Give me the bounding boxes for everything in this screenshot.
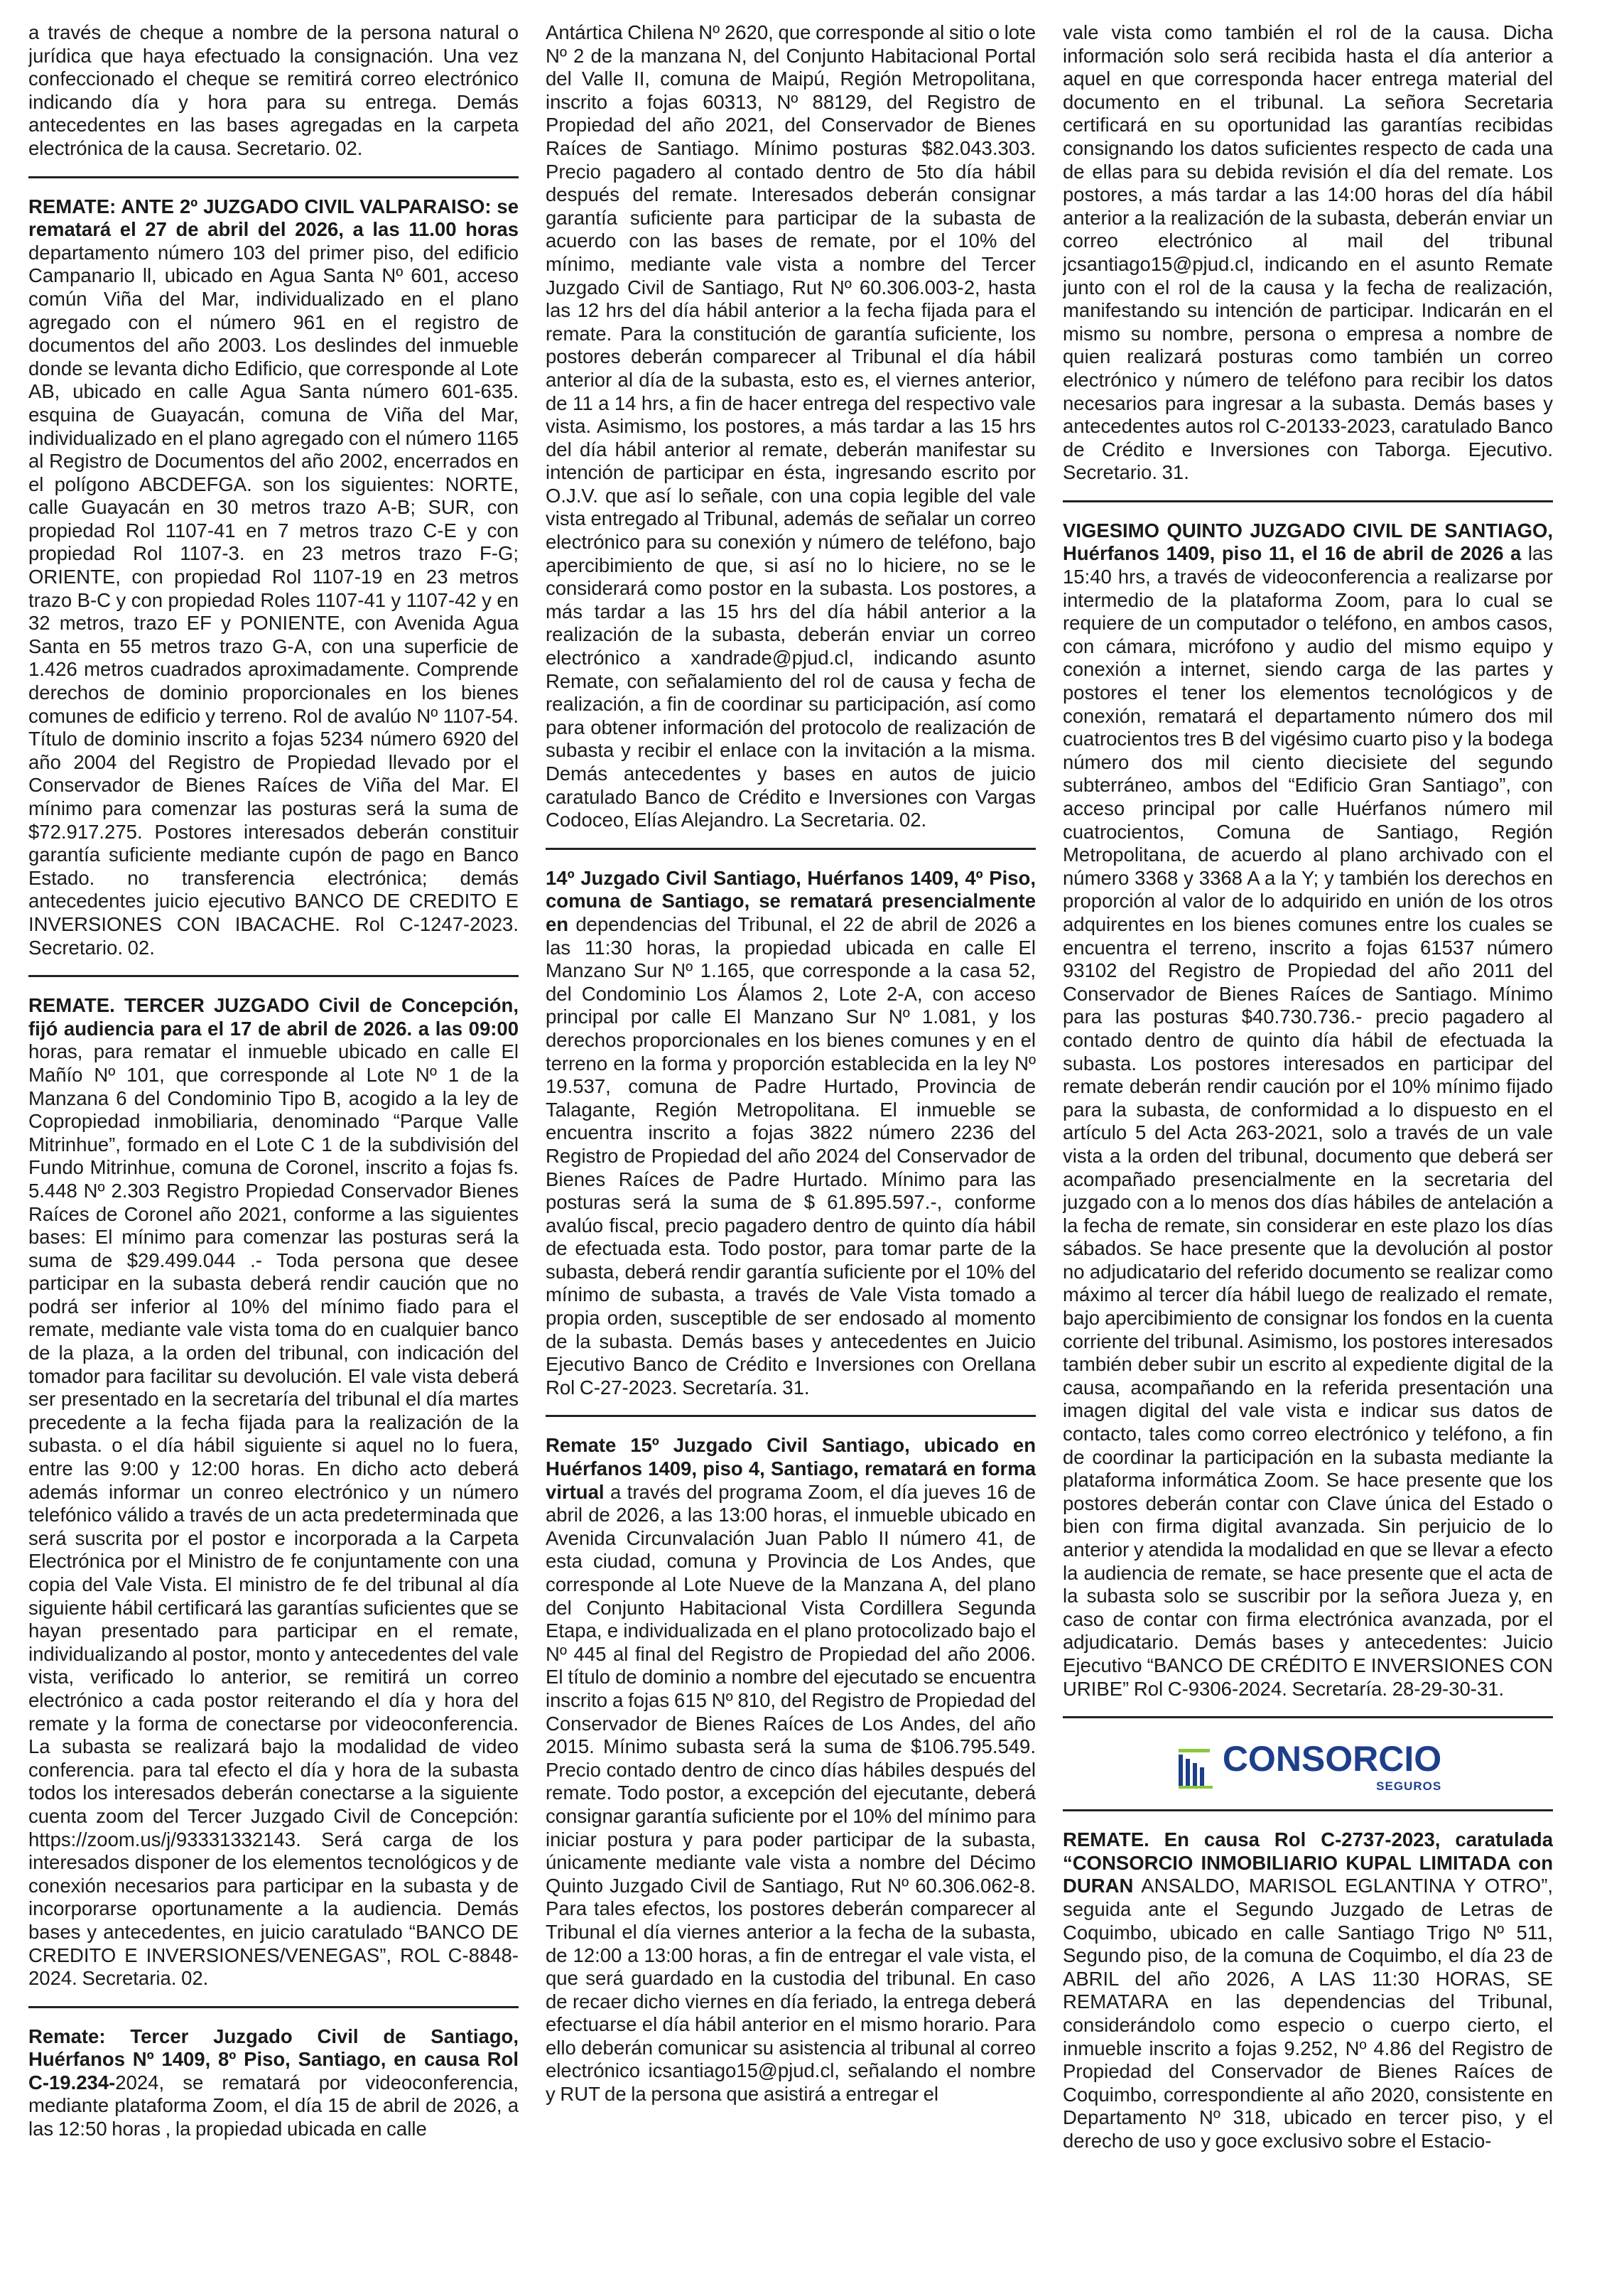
column-3	[1063, 21, 1553, 2274]
notice-heading: 14º Juzgado Civil Santiago, Huérfanos 1409, 4º Piso, comuna de Santiago, se rematará presencialmente en	[546, 866, 1036, 935]
logo-brand-text: CONSORCIO	[1222, 1739, 1442, 1779]
notice-heading: VIGESIMO QUINTO JUZGADO CIVIL DE SANTIAGO, Huérfanos 1409, piso 11, el 16 de abril de 2026 a	[1063, 519, 1553, 565]
notice-remate-coquimbo	[1063, 1828, 1553, 2152]
divider	[28, 176, 519, 178]
notice-body: ANSALDO, MARISOL EGLANTINA Y OTRO”, seguida ante el Segundo Juzgado de Letras de Coquimbo, ubicado en calle Santiago Trigo Nº 511, Segundo piso, de la comuna de Coquimbo, el día 23 de ABRIL del año 2026, A LAS 11:30 HORAS, SE REMATARA en las dependencias del Tribunal, considerándolo como especio o cuerpo cierto, el inmueble inscrito a fojas 9.252, Nº 4.86 del Registro de Propiedad del Conservador de Bienes Raíces de Coquimbo, correspondiente al año 2020, consistente en Departamento Nº 318, ubicado en tercer piso, y el derecho de uso y goce exclusivo sobre el Estacio-	[1063, 1875, 1553, 2152]
notice-body: horas, para rematar el inmueble ubicado en calle El Mañío Nº 101, que corresponde al Lote Nº 1 de la Manzana 6 del Condominio Tipo B, acogido a la ley de Copropiedad inmobiliaria, denominado “Parque Valle Mitrinhue”, formado en el Lote C 1 de la subdivisión del Fundo Mitrinhue, comuna de Coronel, inscrito a fojas fs. 5.448 Nº 2.303 Registro Propiedad Conservador Bienes Raíces de Coronel año 2021, conforme a las siguientes bases: El mínimo para comenzar las posturas será la suma de $29.499.044 .- Toda persona que desee participar en la subasta deberá rendir caución que no podrá ser inferior al 10% del mínimo fiado para el remate, mediante vale vista toma do en cualquier banco de la plaza, a la orden del tribunal, con indicación del tomador para facilitar su devolución. El vale vista deberá ser presentado en la secretaría del tribunal el día martes precedente a la fecha fijada para la realización de la subasta. o el día hábil siguiente si aquel no lo fuera, entre las 9:00 y 12:00 horas. En dicho acto deberá además informar un conreo electrónico y un número telefónico válido a través de un acta predeterminada que será suscrita por el postor e incorporada a la Carpeta Electrónica por el Ministro de fe conjuntamente con una copia del Vale Vista. El ministro de fe del tribunal al día siguiente hábil certificará las garantías suficientes que se hayan presentado para participar en el remate, individualizando al postor, monto y antecedentes del vale vista, verificado lo anterior, se remitirá un correo electrónico a cada postor reiterando el día y hora del remate y la forma de conectarse por videoconferencia. La subasta se realizará bajo la modalidad de video conferencia. para tal efecto el día y hora de la subasta todos los interesados deberán conectarse a la siguiente cuenta zoom del Tercer Juzgado Civil de Concepción: https://zoom.us/j/93331332143. Será carga de los interesados disponer de los elementos tecnológicos y de conexión necesarios para participar en la subasta y de incorporarse oportunamente a la audiencia. Demás bases y antecedentes, en juicio caratulado “BANCO DE CREDITO E INVERSIONES/VENEGAS”, ROL C-8848-2024. Secretaria. 02.	[28, 1040, 519, 1990]
divider	[1063, 500, 1553, 502]
notice-heading: REMATE. TERCER JUZGADO Civil de Concepción, fijó audiencia para el 17 de abril de 2026. a las 09:00	[28, 994, 519, 1040]
notice-continuation	[546, 21, 1036, 832]
logo-wordmark	[1223, 1741, 1441, 1794]
divider	[546, 848, 1036, 850]
notice-remate-25-santiago	[1063, 519, 1553, 1701]
notice-continuation	[1063, 21, 1553, 485]
notice-body: vale vista como también el rol de la causa. Dicha información solo será recibida hasta el día anterior a aquel en que corresponda hacer entrega material del documento en el tribunal. La señora Secretaria certificará en su oportunidad las garantías recibidas consignando los datos suficientes respecto de cada una de ellas para su debida revisión el día del remate. Los postores, a más tardar a las 14:00 horas del día hábil anterior a la realización de la subasta, deberán enviar un correo electrónico al mail del tribunal jcsantiago15@pjud.cl, indicando en el asunto Remate junto con el rol de la causa y la fecha de realización, manifestando su intención de participar. Indicarán en el mismo su nombre, persona o empresa a nombre de quien realizará posturas como también un correo electrónico y número de teléfono para recibir los datos necesarios para ingresar a la subasta. Demás bases y antecedentes autos rol C-20133-2023, caratulado Banco de Crédito e Inversiones con Taborga. Ejecutivo. Secretario. 31.	[1063, 21, 1553, 484]
notice-remate-tercer-santiago	[28, 2025, 519, 2141]
notice-body: departamento número 103 del primer piso, del edificio Campanario ll, ubicado en Agua Santa Nº 601, acceso común Viña del Mar, individualizado en el plano agregado con el número 961 en el registro de documentos del año 2003. Los deslindes del inmueble donde se levanta dicho Edificio, que corresponde al Lote AB, ubicado en calle Agua Santa número 601-635. esquina de Guayacán, comuna de Viña del Mar, individualizado en el plano agregado con el número 1165 al Registro de Documentos del año 2002, encerrados en el polígono ABCDEFGA. son los siguientes: NORTE, calle Guayacán en 30 metros trazo A-B; SUR, con propiedad Rol 1107-41 en 7 metros trazo C-E y con propiedad Rol 1107-3. en 23 metros trazo F-G; ORIENTE, con propiedad Rol 1107-19 en 23 metros trazo B-C y con propiedad Roles 1107-41 y 1107-42 y en 32 metros, trazo EF y PONIENTE, con Avenida Agua Santa en 55 metros trazo G-A, con una superficie de 1.426 metros cuadrados aproximadamente. Comprende derechos de dominio proporcionales en los bienes comunes de edificio y terreno. Rol de avalúo Nº 1107-54. Título de dominio inscrito a fojas 5234 número 6920 del año 2004 del Registro de Propiedad llevado por el Conservador de Bienes Raíces de Viña del Mar. El mínimo para comenzar las posturas será la suma de $72.917.275. Postores interesados deberán constituir garantía suficiente mediante cupón de pago en Banco Estado. no transferencia electrónica; demás antecedentes juicio ejecutivo BANCO DE CREDITO E INVERSIONES CON IBACACHE. Rol C-1247-2023. Secretario. 02.	[28, 241, 519, 959]
consorcio-logo	[1174, 1741, 1441, 1794]
notice-heading: Remate 15º Juzgado Civil Santiago, ubicado en Huérfanos 1409, piso 4, Santiago, rematará en forma virtual	[546, 1434, 1036, 1503]
divider	[546, 1415, 1036, 1417]
notice-body: las 15:40 hrs, a través de videoconferencia a realizarse por intermedio de la plataforma Zoom, para lo cual se requiere de un computador o teléfono, en ambos casos, con cámara, micrófono y audio del mismo equipo y conexión a internet, siendo carga de las partes y postores el tener los elementos tecnológicos y de conexión, rematará el departamento número dos mil cuatrocientos tres B del vigésimo cuarto piso y la bodega número dos mil ciento diecisiete del segundo subterráneo, ambos del “Edificio Gran Santiago”, con acceso principal por calle Huérfanos número mil cuatrocientos, Comuna de Santiago, Región Metropolitana, de acuerdo al plano archivado con el número 3368 y 3368 A a la Y; y también los derechos en proporción al valor de lo adquirido en unión de los otros adquirentes en los bienes comunes entre los cuales se encuentra el terreno, inscrito a fojas 61537 número 93102 del Registro de Propiedad del año 2011 del Conservador de Bienes Raíces de Santiago. Mínimo para las posturas $40.730.736.- precio pagadero al contado dentro de quinto día hábil de efectuada la subasta. Los postores interesados en participar del remate deberán rendir caución por el 10% mínimo fijado para la subasta, de conformidad a lo dispuesto en el artículo 5 del Acta 263-2021, solo a través de un vale vista a la orden del tribunal, documento que deberá ser acompañado presencialmente en la secretaria del juzgado con a lo menos dos días hábiles de antelación a la fecha de remate, sin considerar en este plazo los días sábados. Se hace presente que la devolución al postor no adjudicatario del referido documento se realizar como máximo al tercer día hábil luego de realizado el remate, bajo apercibimiento de consignar los fondos en la cuenta corriente del tribunal. Asimismo, los postores interesados también deber subir un escrito al expediente digital de la causa, acompañando en la referida presentación una imagen digital del vale vista e indicar sus datos de contacto, tales como correo electrónico y teléfono, a fin de coordinar la participación en la subasta mediante la plataforma informática Zoom. Se hace presente que los postores deberán contar con Clave única del Estado o bien con firma digital avanzada. Sin perjuicio de lo anterior y atendida la modalidad en que se llevar a efecto la audiencia de remate, se hace presente que el acta de la subasta solo se suscribir por la señora Jueza y, en caso de contar con firma electrónica avanzada, por el adjudicatario. Demás bases y antecedentes: Juicio Ejecutivo “BANCO DE CRÉDITO E INVERSIONES CON URIBE” Rol C-9306-2024. Secretaría. 28-29-30-31.	[1063, 542, 1553, 1700]
column-1	[28, 21, 519, 2274]
notice-heading: REMATE: ANTE 2º JUZGADO CIVIL VALPARAISO: se rematará el 27 de abril del 2026, a las 11.00 horas	[28, 195, 519, 241]
notice-heading: Remate: Tercer Juzgado Civil de Santiago, Huérfanos Nº 1409, 8º Piso, Santiago, en causa Rol C-19.234-	[28, 2025, 519, 2094]
divider	[28, 975, 519, 977]
notice-body: a través de cheque a nombre de la persona natural o jurídica que haya efectuado la consignación. Una vez confeccionado el cheque se remitirá correo electrónico indicando día y hora para su entrega. Demás antecedentes en las bases agregadas en la carpeta electrónica de la causa. Secretario. 02.	[28, 21, 519, 159]
divider	[28, 2006, 519, 2008]
notice-body: 2024, se rematará por videoconferencia, mediante plataforma Zoom, el día 15 de abril de 2026, a las 12:50 horas , la propiedad ubicada en calle	[28, 2071, 519, 2140]
divider	[1063, 1809, 1553, 1811]
advertiser-logo-area	[1063, 1737, 1553, 1794]
consorcio-logo-icon	[1174, 1745, 1217, 1790]
notice-remate-valparaiso	[28, 195, 519, 960]
notice-continuation	[28, 21, 519, 161]
notice-heading: REMATE. En causa Rol C-2737-2023, caratulada “CONSORCIO INMOBILIARIO KUPAL LIMITADA con DURAN	[1063, 1828, 1553, 1897]
column-2	[546, 21, 1036, 2274]
logo-sub-text: SEGUROS	[1376, 1779, 1442, 1794]
notice-body: Antártica Chilena Nº 2620, que corresponde al sitio o lote Nº 2 de la manzana N, del Conjunto Habitacional Portal del Valle II, comuna de Maipú, Región Metropolitana, inscrito a fojas 60313, Nº 88129, del Registro de Propiedad del año 2021, del Conservador de Bienes Raíces de Santiago. Mínimo posturas $82.043.303. Precio pagadero al contado dentro de 5to día hábil después del remate. Interesados deberán consignar garantía suficiente para participar de la subasta de acuerdo con las bases de remate, por el 10% del mínimo, mediante vale vista a nombre del Tercer Juzgado Civil de Santiago, Rut Nº 60.306.003-2, hasta las 12 hrs del día hábil anterior a la fecha fijada para el remate. Para la constitución de garantía suficiente, los postores deberán comparecer al Tribunal el día hábil anterior al día de la subasta, esto es, el viernes anterior, de 11 a 14 hrs, a fin de hacer entrega del respectivo vale vista. Asimismo, los postores, a más tardar a las 15 hrs del día hábil anterior al remate, deberán manifestar su intención de participar en ésta, ingresando escrito por O.J.V. que así lo señale, con una copia legible del vale vista entregado al Tribunal, además de señalar un correo electrónico para su conexión y número de teléfono, bajo apercibimiento de que, si así no lo hiciere, no se le considerará como postor en la subasta. Los postores, a más tardar a las 15 hrs del día hábil anterior a la realización de la subasta, deberán enviar un correo electrónico a xandrade@pjud.cl, indicando asunto Remate, con señalamiento del rol de causa y fecha de realización, a fin de coordinar su participación, así como para obtener información del protocolo de realización de subasta y recibir el enlace con la invitación a la misma. Demás antecedentes y bases en autos de juicio caratulado Banco de Crédito e Inversiones con Vargas Codoceo, Elías Alejandro. La Secretaria. 02.	[546, 21, 1036, 831]
divider	[1063, 1716, 1553, 1718]
notice-remate-14-santiago	[546, 867, 1036, 1400]
notice-body: dependencias del Tribunal, el 22 de abril de 2026 a las 11:30 horas, la propiedad ubicada en calle El Manzano Sur Nº 1.165, que corresponde a la casa 52, del Condominio Los Álamos 2, Lote 2-A, con acceso principal por calle El Manzano Sur Nº 1.081, y los derechos proporcionales en los bienes comunes y en el terreno en la forma y proporción establecida en la ley Nº 19.537, comuna de Padre Hurtado, Provincia de Talagante, Región Metropolitana. El inmueble se encuentra inscrito a fojas 3822 número 2236 del Registro de Propiedad del año 2024 del Conservador de Bienes Raíces de Padre Hurtado. Mínimo para las posturas será la suma de $ 61.895.597.-, conforme avalúo fiscal, precio pagadero dentro de quinto día hábil de efectuada esta. Todo postor, para tomar parte de la subasta, deberá rendir garantía suficiente por el 10% del mínimo de subasta, a través de Vale Vista tomado a propia orden, susceptible de ser endosado al momento de la subasta. Demás bases y antecedentes en Juicio Ejecutivo Banco de Crédito e Inversiones con Orellana Rol C-27-2023. Secretaría. 31.	[546, 912, 1036, 1399]
notice-body: a través del programa Zoom, el día jueves 16 de abril de 2026, a las 13:00 horas, el inmueble ubicado en Avenida Circunvalación Juan Pablo II número 41, de esta ciudad, comuna y Provincia de Los Andes, que corresponde al Lote Nueve de la Manzana A, del plano del Conjunto Habitacional Vista Cordillera Segunda Etapa, e individualizada en el plano protocolizado bajo el Nº 445 al final del Registro de Propiedad del año 2006. El título de dominio a nombre del ejecutado se encuentra inscrito a fojas 615 Nº 810, del Registro de Propiedad del Conservador de Bienes Raíces de Los Andes, del año 2015. Mínimo subasta será la suma de $106.795.549. Precio contado dentro de cinco días hábiles después del remate. Todo postor, a excepción del ejecutante, deberá consignar garantía suficiente por el 10% del mínimo para iniciar postura y para poder participar de la subasta, únicamente mediante vale vista a nombre del Décimo Quinto Juzgado Civil de Santiago, Rut Nº 60.306.062-8. Para tales efectos, los postores deberán comparecer al Tribunal el día viernes anterior a la fecha de la subasta, de 12:00 a 13:00 horas, a fin de entregar el vale vista, el que será guardado en la custodia del tribunal. En caso de recaer dicho viernes en día feriado, la entrega deberá efectuarse el día hábil anterior en el mismo horario. Para ello deberán comunicar su asistencia al tribunal al correo electrónico icsantiago15@pjud.cl, señalando el nombre y RUT de la persona que asistirá a entregar el	[546, 1480, 1036, 2106]
notice-remate-15-santiago	[546, 1434, 1036, 2106]
notice-remate-concepcion	[28, 994, 519, 1990]
